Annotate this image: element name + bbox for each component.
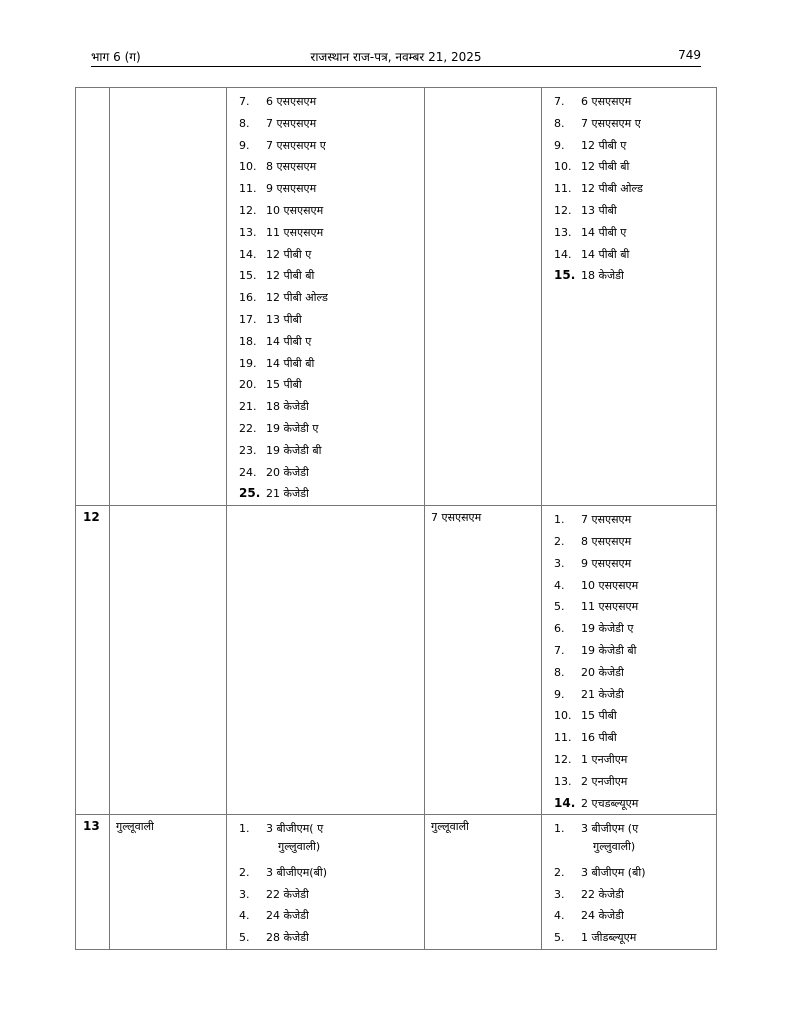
segment-list	[227, 506, 424, 509]
item-number: 4.	[554, 909, 565, 923]
list-item	[542, 135, 716, 157]
list-item	[227, 353, 424, 375]
segment-list-cell	[542, 88, 717, 506]
list-item	[227, 884, 424, 906]
gazette-part-label: भाग 6 (ग)	[91, 50, 141, 64]
item-number: 1.	[554, 513, 565, 527]
item-text: 11 एसएसएम	[266, 225, 324, 239]
item-text: 2 एनजीएम	[581, 774, 628, 788]
item-number: 25.	[239, 486, 261, 501]
serial-number: 12	[76, 506, 110, 815]
list-item	[227, 91, 424, 113]
item-number: 11.	[554, 182, 572, 196]
item-text: 1 एनजीएम	[581, 752, 628, 766]
item-number: 13.	[239, 225, 257, 239]
item-number: 2.	[554, 534, 565, 548]
item-text: 10 एसएसएम	[266, 203, 324, 217]
list-item	[227, 156, 424, 178]
list-item	[227, 178, 424, 200]
list-item	[542, 178, 716, 200]
list-item	[227, 818, 424, 862]
item-text: 11 एसएसएम	[581, 600, 639, 614]
place-name-old	[110, 506, 227, 815]
list-item	[542, 684, 716, 706]
list-item	[542, 727, 716, 749]
item-text: 1 जीडब्ल्यूएम	[581, 931, 637, 945]
item-text: 7 एसएसएम	[581, 513, 632, 527]
gazette-title: राजस्थान राज-पत्र, नवम्बर 21, 2025	[310, 50, 482, 64]
segment-list	[542, 815, 716, 949]
item-text: 13 पीबी	[266, 312, 302, 326]
item-number: 12.	[554, 203, 572, 217]
item-number: 4.	[239, 909, 250, 923]
item-text: 14 पीबी ए	[266, 334, 312, 348]
list-item	[227, 483, 424, 505]
item-text: 15 पीबी	[266, 378, 302, 392]
item-text: 21 केजेडी	[266, 487, 309, 501]
item-text: 2 एचडब्ल्यूएम	[581, 796, 639, 810]
item-text: 19 केजेडी ए	[581, 622, 634, 636]
table-row	[76, 506, 717, 815]
place-name-old	[110, 88, 227, 506]
item-text: 10 एसएसएम	[581, 578, 639, 592]
list-item	[542, 618, 716, 640]
item-number: 22.	[239, 421, 257, 435]
segment-list-cell	[227, 506, 425, 815]
item-number: 24.	[239, 465, 257, 479]
item-number: 10.	[554, 160, 572, 174]
item-number: 11.	[554, 731, 572, 745]
list-item	[227, 135, 424, 157]
item-number: 11.	[239, 182, 257, 196]
item-number: 8.	[239, 116, 250, 130]
list-item	[542, 156, 716, 178]
serial-number	[76, 88, 110, 506]
item-text: 20 केजेडी	[581, 665, 624, 679]
list-item	[542, 265, 716, 287]
list-item	[227, 222, 424, 244]
item-text: 19 केजेडी बी	[581, 643, 637, 657]
item-text: 19 केजेडी ए	[266, 421, 319, 435]
item-number: 12.	[554, 752, 572, 766]
item-text: 6 एसएसएम	[266, 95, 317, 108]
list-item	[542, 793, 716, 815]
item-text: 6 एसएसएम	[581, 95, 632, 108]
item-text: 19 केजेडी बी	[266, 443, 322, 457]
item-number: 1.	[554, 822, 565, 836]
item-text: 24 केजेडी	[581, 909, 624, 923]
item-number: 14.	[239, 247, 257, 261]
list-item	[542, 640, 716, 662]
list-item	[542, 531, 716, 553]
item-text: 22 केजेडी	[581, 887, 624, 901]
item-number: 8.	[554, 116, 565, 130]
item-number: 9.	[554, 687, 565, 701]
place-name-new: गुल्लूवाली	[425, 815, 542, 950]
item-number: 7.	[554, 643, 565, 657]
item-number: 17.	[239, 312, 257, 326]
item-text: 12 पीबी ओल्ड	[266, 291, 328, 305]
item-number: 5.	[239, 931, 250, 945]
item-text: 18 केजेडी	[581, 269, 624, 283]
item-number: 9.	[554, 138, 565, 152]
item-text: 12 पीबी ए	[581, 138, 627, 152]
item-number: 7.	[554, 95, 565, 108]
item-text: 12 पीबी बी	[581, 160, 630, 174]
item-number: 3.	[554, 556, 565, 570]
item-text: 15 पीबी	[581, 709, 617, 723]
list-item	[542, 905, 716, 927]
segment-list	[227, 815, 424, 949]
item-number: 15.	[239, 269, 257, 283]
page-number: 749	[678, 48, 701, 62]
list-item	[542, 596, 716, 618]
list-item	[227, 309, 424, 331]
item-number: 8.	[554, 665, 565, 679]
list-item	[227, 331, 424, 353]
item-text: 7 एसएसएम ए	[266, 138, 326, 152]
item-text: 3 बीजीएम (बी)	[581, 865, 646, 879]
item-number: 5.	[554, 931, 565, 945]
list-item	[227, 265, 424, 287]
place-name-old: गुल्लूवाली	[110, 815, 227, 950]
list-item	[542, 884, 716, 906]
list-item	[542, 705, 716, 727]
item-text: 16 पीबी	[581, 731, 617, 745]
table-row	[76, 88, 717, 506]
list-item	[227, 418, 424, 440]
list-item	[542, 662, 716, 684]
item-number: 2.	[239, 865, 250, 879]
item-number: 19.	[239, 356, 257, 370]
item-text: 12 पीबी ओल्ड	[581, 182, 643, 196]
item-number: 14.	[554, 247, 572, 261]
item-text: 22 केजेडी	[266, 887, 309, 901]
list-item	[542, 91, 716, 113]
item-text: 3 बीजीएम (ए	[581, 822, 639, 836]
item-number: 13.	[554, 225, 572, 239]
item-text: 8 एसएसएम	[266, 160, 317, 174]
serial-number: 13	[76, 815, 110, 950]
item-text: 3 बीजीएम( ए	[266, 822, 324, 836]
item-number: 1.	[239, 822, 250, 836]
list-item	[227, 287, 424, 309]
list-item	[542, 200, 716, 222]
table-row	[76, 815, 717, 950]
item-number: 13.	[554, 774, 572, 788]
segment-list-cell	[542, 506, 717, 815]
item-text: 13 पीबी	[581, 203, 617, 217]
item-number: 18.	[239, 334, 257, 348]
item-text: 14 पीबी बी	[581, 247, 630, 261]
item-number: 21.	[239, 400, 257, 414]
item-number: 2.	[554, 865, 565, 879]
segment-list-cell	[227, 815, 425, 950]
list-item	[542, 771, 716, 793]
item-text-continuation: गुल्लुवाली)	[593, 840, 636, 854]
list-item	[227, 862, 424, 884]
item-number: 20.	[239, 378, 257, 392]
item-text: 14 पीबी बी	[266, 356, 315, 370]
item-text: 18 केजेडी	[266, 400, 309, 414]
item-text: 28 केजेडी	[266, 931, 309, 945]
list-item	[227, 462, 424, 484]
segment-list	[542, 506, 716, 814]
item-number: 10.	[239, 160, 257, 174]
item-number: 15.	[554, 268, 576, 283]
list-item	[542, 927, 716, 949]
list-item	[227, 113, 424, 135]
list-item	[227, 927, 424, 949]
item-text: 7 एसएसएम	[266, 116, 317, 130]
segment-table	[75, 87, 717, 950]
segment-list-cell	[542, 815, 717, 950]
item-number: 7.	[239, 95, 250, 108]
item-text: 21 केजेडी	[581, 687, 624, 701]
item-text: 20 केजेडी	[266, 465, 309, 479]
item-text: 3 बीजीएम(बी)	[266, 865, 328, 879]
segment-list	[227, 88, 424, 505]
item-number: 5.	[554, 600, 565, 614]
place-name-new: 7 एसएसएम	[425, 506, 542, 815]
list-item	[542, 818, 716, 862]
list-item	[542, 222, 716, 244]
list-item	[227, 396, 424, 418]
item-number: 14.	[554, 795, 576, 810]
list-item	[227, 440, 424, 462]
item-text-continuation: गुल्लुवाली)	[278, 840, 321, 854]
item-text: 12 पीबी बी	[266, 269, 315, 283]
segment-list-cell	[227, 88, 425, 506]
list-item	[227, 200, 424, 222]
list-item	[542, 113, 716, 135]
item-text: 7 एसएसएम ए	[581, 116, 641, 130]
item-number: 9.	[239, 138, 250, 152]
segment-list	[542, 88, 716, 287]
item-text: 8 एसएसएम	[581, 534, 632, 548]
list-item	[542, 749, 716, 771]
list-item	[542, 862, 716, 884]
list-item	[227, 374, 424, 396]
list-item	[227, 244, 424, 266]
list-item	[542, 553, 716, 575]
item-number: 3.	[554, 887, 565, 901]
item-number: 4.	[554, 578, 565, 592]
item-text: 14 पीबी ए	[581, 225, 627, 239]
item-number: 16.	[239, 291, 257, 305]
page-header	[91, 48, 701, 67]
item-number: 12.	[239, 203, 257, 217]
list-item	[542, 509, 716, 531]
item-text: 9 एसएसएम	[266, 182, 317, 196]
list-item	[227, 905, 424, 927]
place-name-new	[425, 88, 542, 506]
item-number: 6.	[554, 622, 565, 636]
item-text: 12 पीबी ए	[266, 247, 312, 261]
item-number: 23.	[239, 443, 257, 457]
item-number: 3.	[239, 887, 250, 901]
item-text: 24 केजेडी	[266, 909, 309, 923]
item-number: 10.	[554, 709, 572, 723]
list-item	[542, 244, 716, 266]
item-text: 9 एसएसएम	[581, 556, 632, 570]
list-item	[542, 575, 716, 597]
